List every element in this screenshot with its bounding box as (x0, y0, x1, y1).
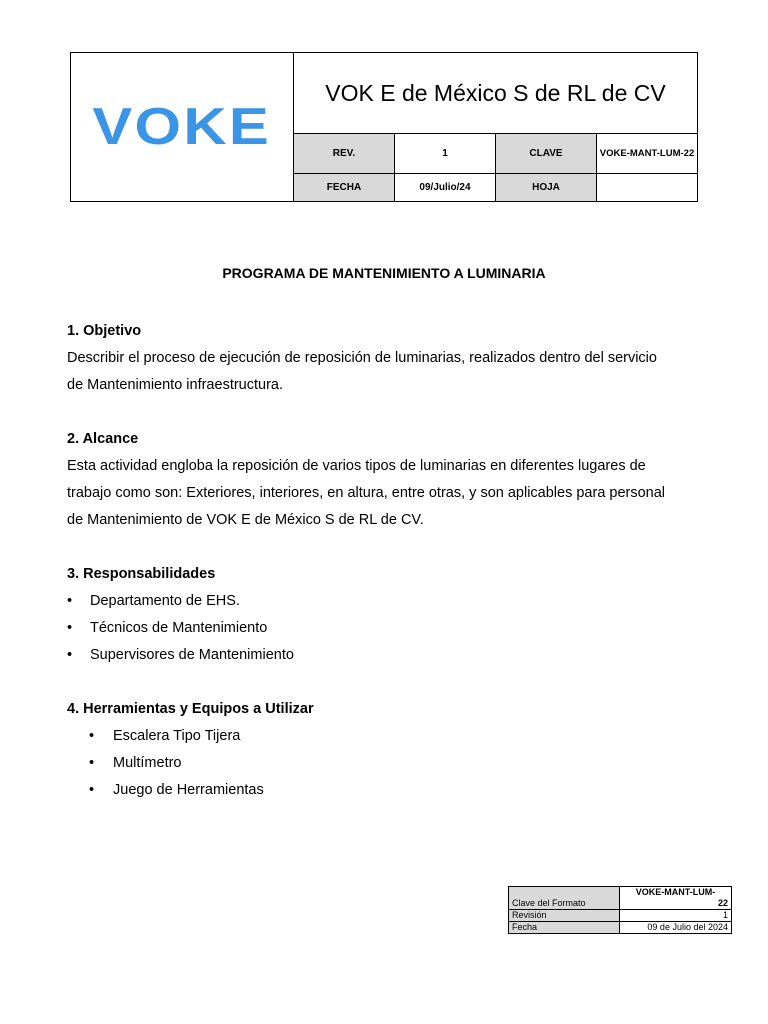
list-item (67, 777, 707, 804)
responsabilidades-heading: 3. Responsabilidades (67, 566, 216, 582)
footer-revision-value: 1 (620, 910, 732, 922)
responsabilidades-list (67, 588, 707, 669)
alcance-line-3: de Mantenimiento de VOK E de México S de RL de CV. (67, 512, 424, 528)
hoja-value (597, 174, 698, 202)
logo-cell (71, 53, 294, 202)
list-item-text: Técnicos de Mantenimiento (90, 620, 268, 636)
list-item (67, 750, 707, 777)
footer-revision-label: Revisión (509, 910, 620, 922)
herramientas-heading: 4. Herramientas y Equipos a Utilizar (67, 701, 314, 717)
footer-clave-value (620, 887, 732, 910)
list-item-text: Juego de Herramientas (113, 782, 264, 798)
herramientas-list (67, 723, 707, 804)
list-item (67, 615, 707, 642)
bullet-icon: • (67, 593, 73, 609)
bullet-icon: • (67, 620, 73, 636)
list-item-text: Escalera Tipo Tijera (113, 728, 241, 744)
company-name: VOK E de México S de RL de CV (294, 53, 698, 134)
list-item-text: Departamento de EHS. (90, 593, 240, 609)
document-header-table (70, 52, 698, 202)
list-item-text: Multímetro (113, 755, 182, 771)
hoja-label: HOJA (496, 174, 597, 202)
footer-fecha-label: Fecha (509, 922, 620, 934)
clave-value: VOKE-MANT-LUM-22 (597, 134, 698, 174)
objetivo-heading: 1. Objetivo (67, 323, 142, 339)
document-body (67, 318, 707, 804)
list-item (67, 723, 707, 750)
objetivo-line-2: de Mantenimiento infraestructura. (67, 377, 283, 393)
list-item (67, 642, 707, 669)
clave-label: CLAVE (496, 134, 597, 174)
bullet-icon: • (89, 782, 95, 798)
alcance-line-2: trabajo como son: Exteriores, interiores, en altura, entre otras, y son aplicables para personal (67, 485, 666, 501)
bullet-icon: • (67, 647, 73, 663)
footer-clave-value-line-1: VOKE-MANT-LUM- (635, 887, 716, 897)
fecha-label: FECHA (294, 174, 395, 202)
alcance-heading: 2. Alcance (67, 431, 139, 447)
list-item (67, 588, 707, 615)
format-footer-table (508, 886, 732, 934)
footer-clave-value-line-2: 22 (717, 898, 728, 908)
footer-clave-label: Clave del Formato (509, 887, 620, 910)
objetivo-line-1: Describir el proceso de ejecución de reposición de luminarias, realizados dentro del servicio (67, 350, 657, 366)
fecha-value: 09/Julio/24 (395, 174, 496, 202)
bullet-icon: • (89, 755, 95, 771)
rev-value: 1 (395, 134, 496, 174)
list-item-text: Supervisores de Mantenimiento (90, 647, 294, 663)
bullet-icon: • (89, 728, 95, 744)
document-title: PROGRAMA DE MANTENIMIENTO A LUMINARIA (222, 265, 546, 281)
alcance-line-1: Esta actividad engloba la reposición de varios tipos de luminarias en diferentes lugares de (67, 458, 646, 474)
company-logo: VOKE (92, 98, 272, 156)
footer-fecha-value: 09 de Julio del 2024 (620, 922, 732, 934)
rev-label: REV. (294, 134, 395, 174)
